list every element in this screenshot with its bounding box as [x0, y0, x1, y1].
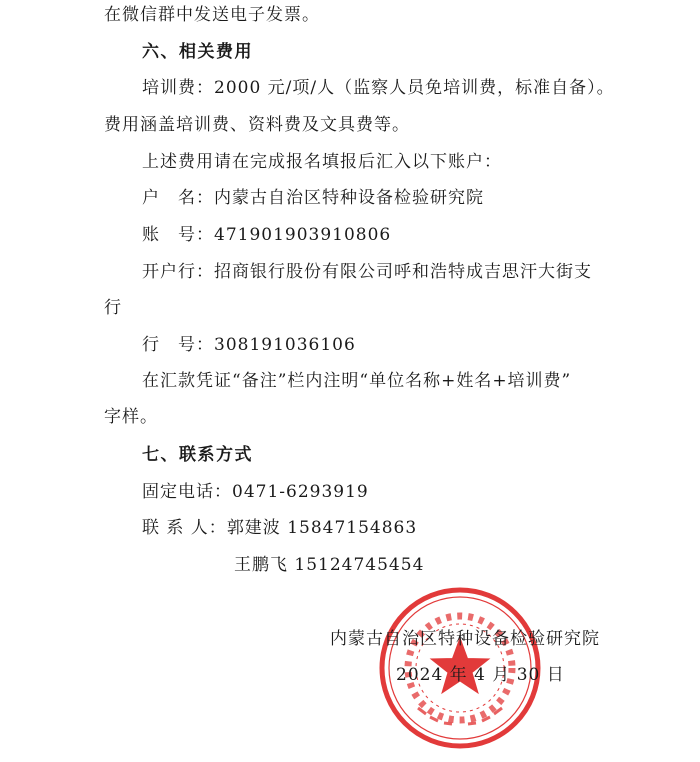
remark-line-2: 字样。 — [104, 407, 158, 427]
phone-label: 固定电话： — [142, 482, 232, 502]
phone-row — [142, 480, 369, 504]
signature-org: 内蒙古自治区特种设备检验研究院 — [330, 629, 600, 649]
line-top: 在微信群中发送电子发票。 — [104, 5, 320, 25]
bank-number-row — [142, 333, 356, 357]
account-name-label: 户 名： — [142, 188, 214, 208]
remit-intro: 上述费用请在完成报名填报后汇入以下账户： — [142, 152, 502, 172]
remark-line-1: 在汇款凭证“备注”栏内注明“单位名称+姓名+培训费” — [142, 371, 572, 391]
bank-label: 开户行： — [142, 262, 214, 282]
signature-date: 2024 年 4 月 30 日 — [396, 665, 565, 685]
phone-value: 0471-6293919 — [232, 482, 369, 502]
contact-row-1 — [142, 516, 417, 540]
bank-number-label: 行 号： — [142, 335, 214, 355]
account-number-row — [142, 223, 391, 247]
fee-line-1: 培训费：2000 元/项/人（监察人员免培训费，标准自备）。 — [142, 78, 615, 98]
fee-line-2: 费用涵盖培训费、资料费及文具费等。 — [104, 115, 410, 135]
account-name-value: 内蒙古自治区特种设备检验研究院 — [214, 188, 484, 208]
bank-number-value: 308191036106 — [214, 335, 356, 355]
bank-row — [142, 260, 592, 284]
account-name-row — [142, 186, 484, 210]
account-number-value: 471901903910806 — [214, 225, 392, 245]
section-6-title: 六、相关费用 — [142, 42, 253, 62]
section-7-title: 七、联系方式 — [142, 445, 253, 465]
contact-1: 郭建波 15847154863 — [226, 518, 418, 538]
account-number-label: 账 号： — [142, 225, 214, 245]
contact-2: 王鹏飞 15124745454 — [234, 555, 425, 575]
bank-value-line-2: 行 — [104, 298, 122, 318]
bank-value-line-1: 招商银行股份有限公司呼和浩特成吉思汗大街支 — [214, 262, 592, 282]
contact-label: 联 系 人： — [142, 518, 227, 538]
